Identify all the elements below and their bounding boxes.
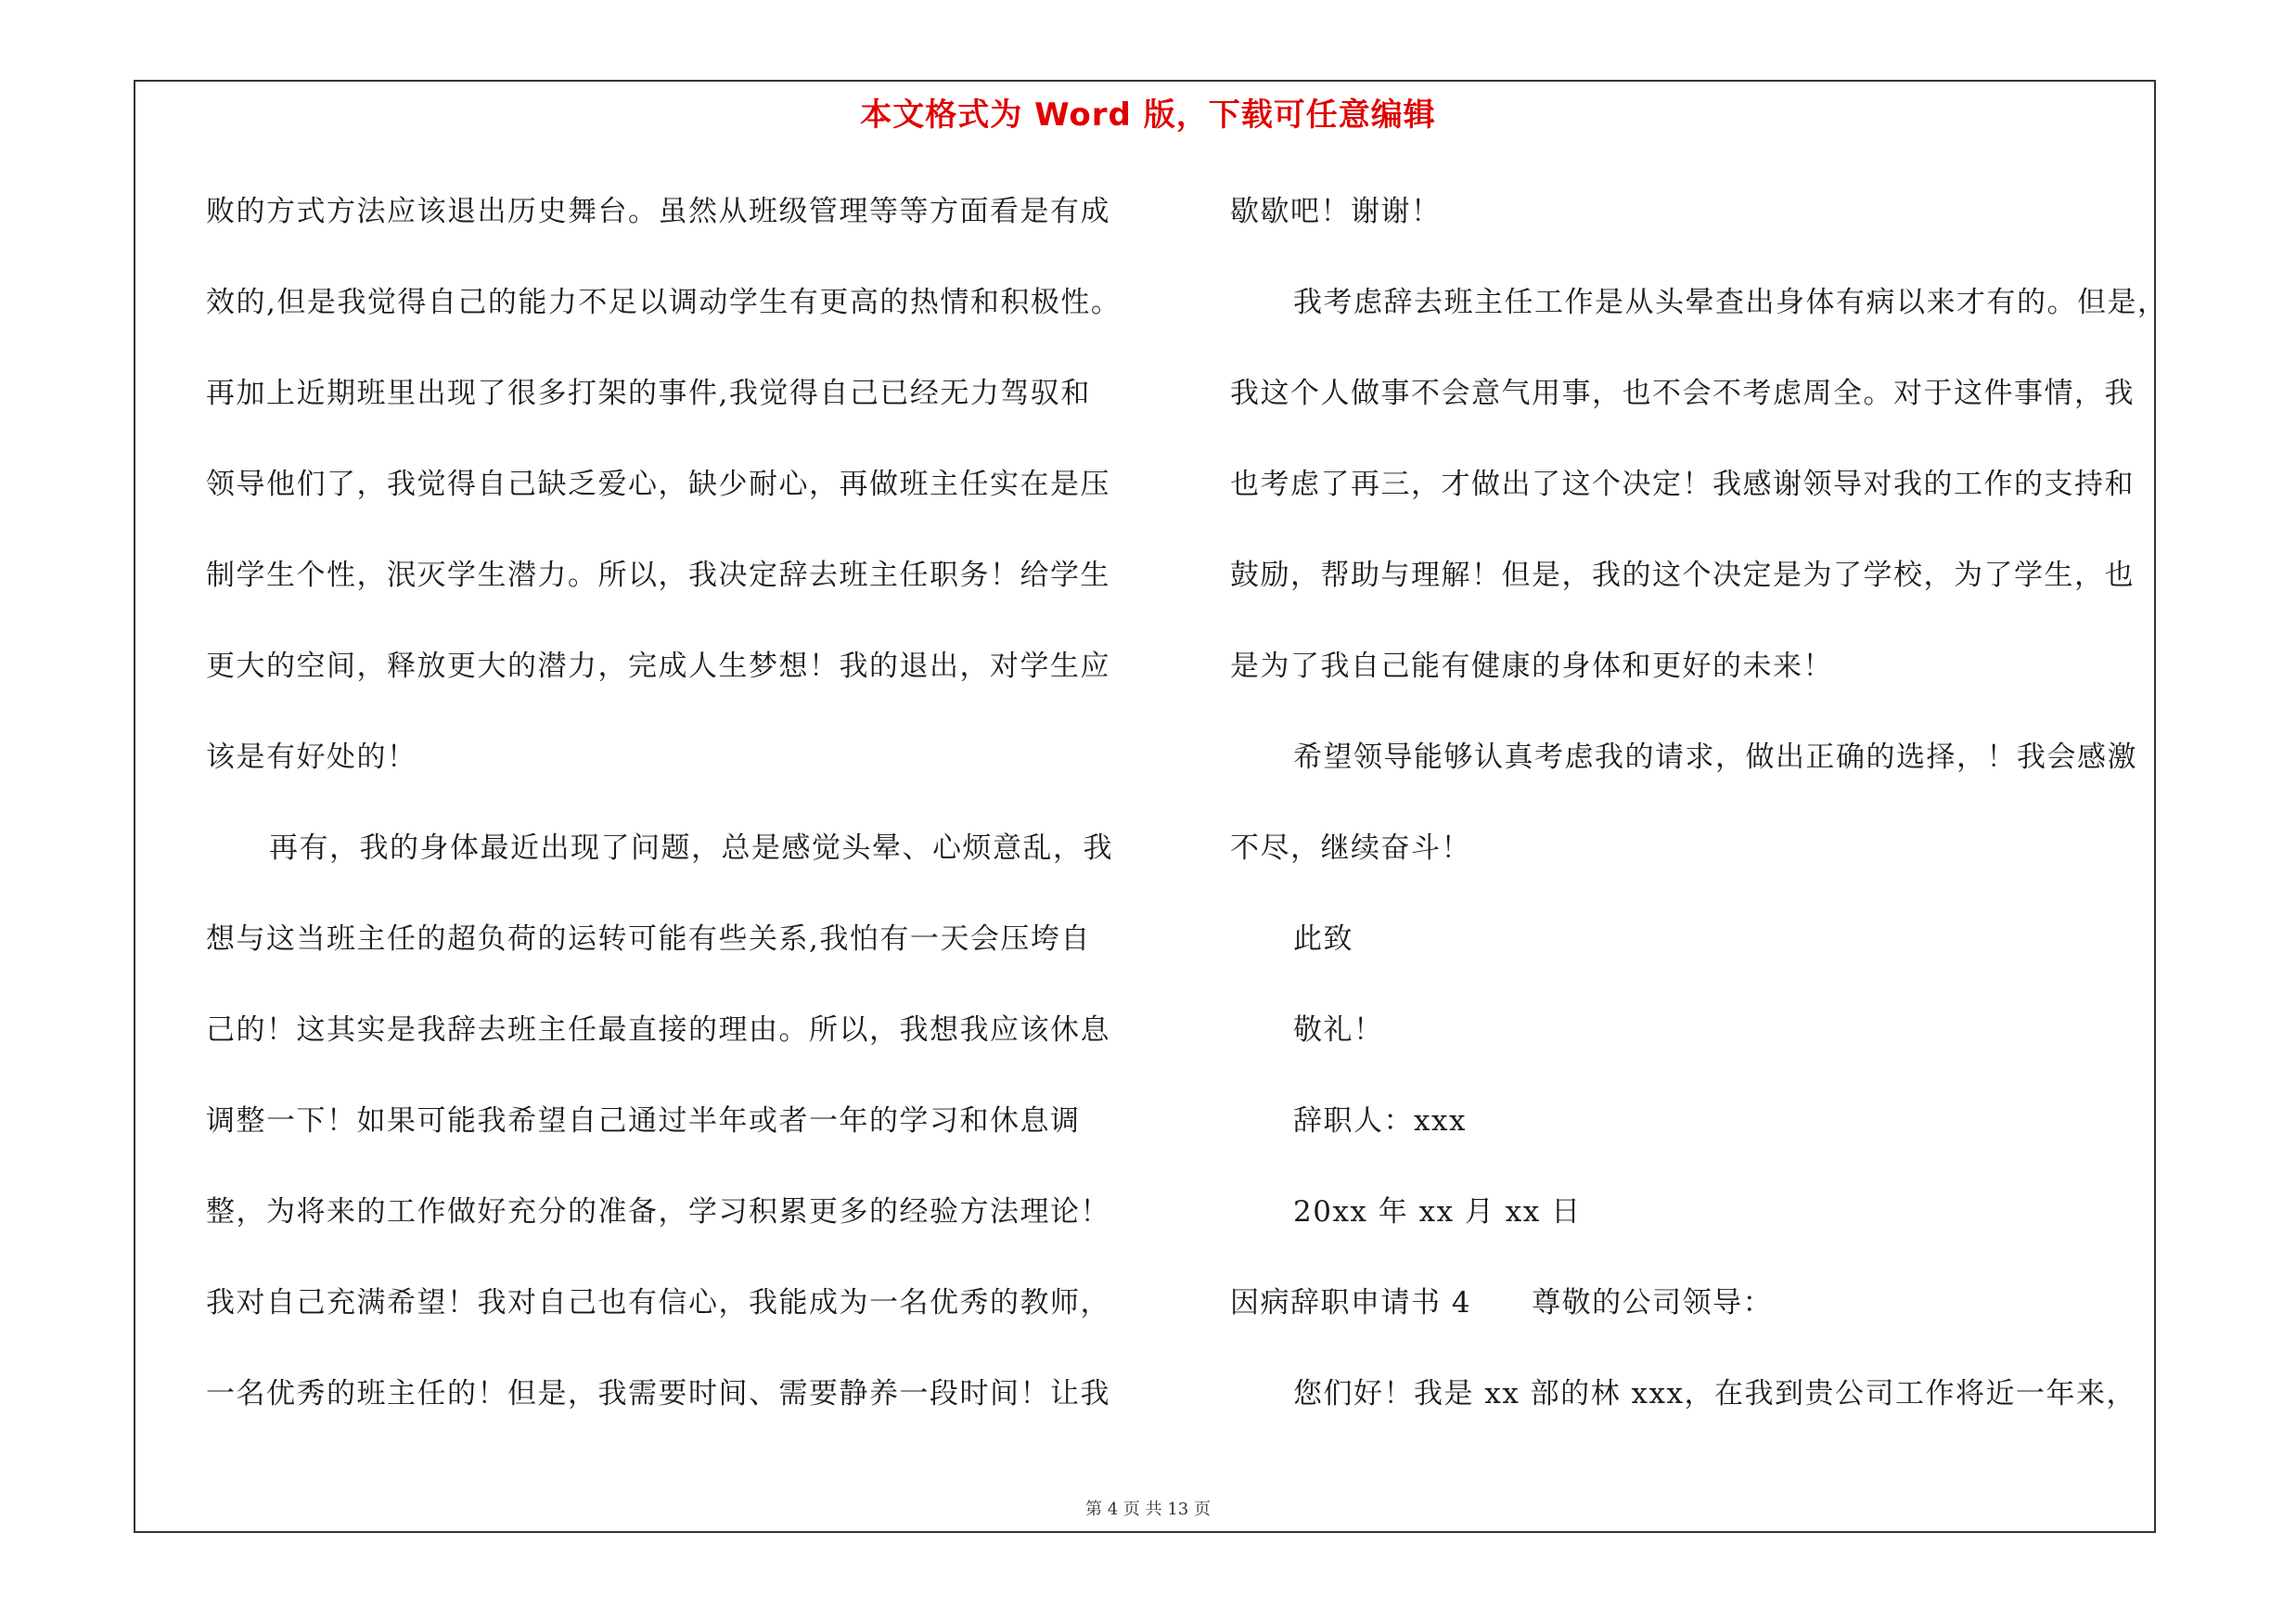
text-line: 希望领导能够认真考虑我的请求，做出正确的选择，！我会感激	[1293, 741, 2137, 774]
text-line: 我对自己充满希望！我对自己也有信心，我能成为一名优秀的教师，	[206, 1286, 1110, 1320]
text-line: 我这个人做事不会意气用事，也不会不考虑周全。对于这件事情，我	[1230, 377, 2135, 410]
text-line: 己的！这其实是我辞去班主任最直接的理由。所以，我想我应该休息	[206, 1013, 1110, 1047]
right-text-column	[1230, 184, 2168, 1457]
text-line: 想与这当班主任的超负荷的运转可能有些关系,我怕有一天会压垮自	[206, 922, 1091, 956]
text-line: 鼓励，帮助与理解！但是，我的这个决定是为了学校，为了学生，也	[1230, 559, 2135, 592]
text-line: 败的方式方法应该退出历史舞台。虽然从班级管理等等方面看是有成	[206, 195, 1110, 228]
text-line: 不尽，继续奋斗！	[1230, 831, 1471, 865]
closing-regards: 敬礼！	[1293, 1013, 1384, 1047]
text-line: 整，为将来的工作做好充分的准备，学习积累更多的经验方法理论！	[206, 1195, 1110, 1229]
text-line: 再有，我的身体最近出现了问题，总是感觉头晕、心烦意乱，我	[269, 831, 1113, 865]
date-line: 20xx 年 xx 月 xx 日	[1293, 1195, 1582, 1229]
text-line: 我考虑辞去班主任工作是从头晕查出身体有病以来才有的。但是，	[1293, 286, 2168, 319]
page-number-footer: 第 4 页 共 13 页	[1085, 1500, 1211, 1519]
signature-line: 辞职人：xxx	[1293, 1104, 1467, 1138]
text-line: 该是有好处的！	[206, 741, 417, 774]
text-line: 效的,但是我觉得自己的能力不足以调动学生有更高的热情和积极性。	[206, 286, 1122, 319]
closing-salutation: 此致	[1293, 922, 1353, 956]
text-line: 是为了我自己能有健康的身体和更好的未来！	[1230, 650, 1833, 683]
text-line: 也考虑了再三，才做出了这个决定！我感谢领导对我的工作的支持和	[1230, 468, 2135, 501]
text-line: 再加上近期班里出现了很多打架的事件,我觉得自己已经无力驾驭和	[206, 377, 1091, 410]
left-text-column	[206, 184, 1152, 1457]
text-line: 更大的空间，释放更大的潜力，完成人生梦想！我的退出，对学生应	[206, 650, 1110, 683]
text-line: 歇歇吧！谢谢！	[1230, 195, 1442, 228]
section-heading: 因病辞职申请书 4 尊敬的公司领导：	[1230, 1286, 1774, 1320]
text-line: 制学生个性，泯灭学生潜力。所以，我决定辞去班主任职务！给学生	[206, 559, 1110, 592]
format-banner: 本文格式为 Word 版，下载可任意编辑	[860, 97, 1436, 134]
text-line: 您们好！我是 xx 部的林 xxx，在我到贵公司工作将近一年来，	[1293, 1377, 2136, 1410]
text-line: 一名优秀的班主任的！但是，我需要时间、需要静养一段时间！让我	[206, 1377, 1110, 1410]
text-line: 调整一下！如果可能我希望自己通过半年或者一年的学习和休息调	[206, 1104, 1081, 1138]
text-line: 领导他们了，我觉得自己缺乏爱心，缺少耐心，再做班主任实在是压	[206, 468, 1110, 501]
